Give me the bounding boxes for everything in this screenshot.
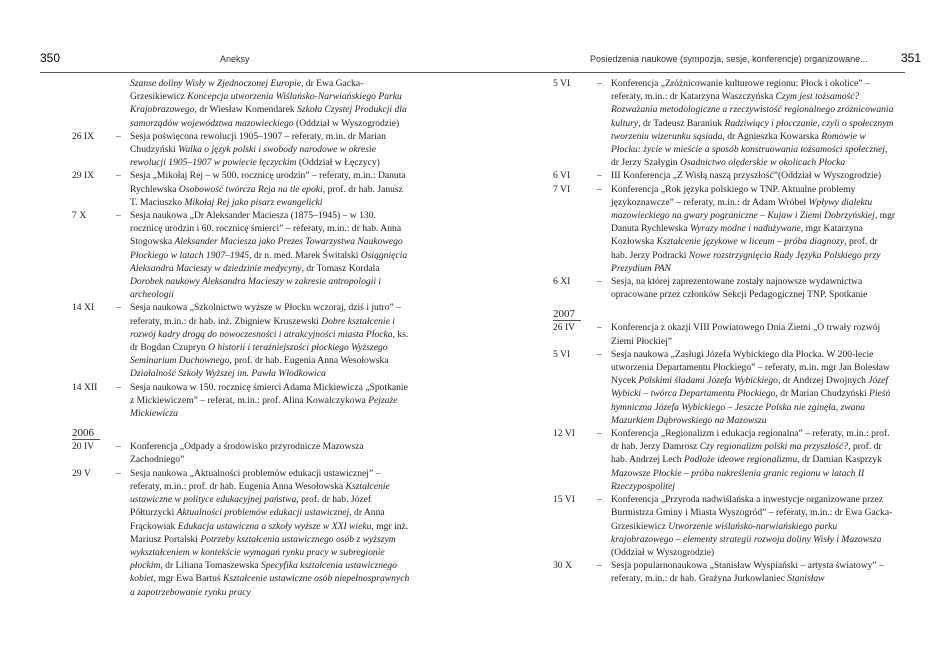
- event-entry: [72, 301, 410, 380]
- dash-separator: –: [116, 381, 121, 393]
- event-date: 5 VI: [553, 348, 571, 360]
- dash-separator: –: [116, 467, 121, 479]
- body-text: , prof. dr hab. Jerzy Podracki: [611, 236, 878, 261]
- event-entry: [72, 209, 410, 301]
- dash-separator: –: [116, 170, 121, 182]
- title-text: Podłoże ideowe regionalizmu: [684, 454, 798, 466]
- event-date: 29 IX: [72, 170, 95, 182]
- body-text: , mgr Danuta Rychlewska: [611, 210, 896, 235]
- year-heading: 2006: [72, 426, 410, 440]
- left-page-body: [72, 77, 410, 599]
- dash-separator: –: [116, 302, 121, 314]
- body-text: Sesja naukowa „Szkolnictwo wyższe w Płocku wczoraj, dziś i jutro” – referaty, m.in.: dr hab. inż. Zbigniew Kruszewski: [130, 302, 401, 327]
- title-text: Osiągnięcia Aleksandra Macieszy w dziedzinie medycyny: [130, 249, 408, 274]
- dash-separator: –: [116, 210, 121, 222]
- event-entry: [553, 559, 896, 585]
- body-text: Konferencja „Regionalizm i edukacja regionalna” – referaty, m.in.: prof. dr hab. Jerzy Damrosz: [611, 428, 890, 453]
- dash-separator: –: [597, 170, 602, 182]
- page-number: 350: [40, 51, 61, 65]
- body-text: Sesja poświęcona rewolucji 1905–1907 – referaty, m.in. dr Marian Chudzyński: [130, 130, 386, 156]
- body-text: , dr Tomasz Kordala: [301, 262, 380, 274]
- body-text: (Oddział w Wyszogrodzie): [293, 117, 400, 129]
- title-text: Wpływy dialektu mazowieckiego na gwary pograniczne – Kujaw i Ziemi Dobrzyńskiej: [611, 196, 875, 222]
- dash-separator: –: [597, 428, 602, 440]
- body-text: Konferencja „Przyroda nadwiślańska a inwestycje organizowane przez Burmistrza Gminy i Miasta Wyszogród” – referaty, m.in.: dr Ewa Gacka-Grzesikiewicz: [611, 494, 893, 532]
- right-page: [475, 0, 950, 672]
- body-text: , prof. dr hab. Andrzej Lech: [611, 441, 882, 466]
- body-text: , dr Andrzej Dwojnych: [777, 375, 869, 387]
- header-rule: [475, 72, 905, 73]
- event-entry: [553, 77, 896, 169]
- title-text: Polskimi śladami Józefa Wybickiego: [638, 375, 778, 387]
- body-text: , dr Tadeusz Baraniuk: [638, 117, 725, 129]
- title-text: Romowie w Płocku: życie w mieście a sposób konstruowania tożsamości społecznej: [611, 130, 885, 156]
- continuation-text: [72, 77, 410, 130]
- body-text: Sesja naukowa „Zasługi Józefa Wybickiego dla Płocka. W 200-lecie utworzenia Departamentu Płockiego” – referaty, m.in. mgr Jan Bolesław Nycek: [611, 348, 890, 387]
- event-date: 7 VI: [553, 183, 571, 195]
- title-text: Stanisław: [787, 573, 825, 585]
- event-entry: [72, 440, 410, 466]
- dash-separator: –: [597, 560, 602, 572]
- event-date: 29 V: [72, 467, 91, 479]
- event-date: 14 XII: [72, 381, 98, 393]
- entries-2005: [72, 130, 410, 420]
- title-text: Kształcenie ustawiczne osób niepełnosprawnych a zapotrzebowanie rynku pracy: [130, 573, 410, 598]
- body-text: , dr n. med. Marek Świtalski: [249, 249, 361, 261]
- body-text: Sesja naukowa „Aktualności problemów edukacji ustawicznej” – referaty, m.in.: prof. dr hab. Eugenia Anna Wesołowska: [130, 467, 381, 492]
- title-text: Osadnictwo olęderskie w okolicach Płocka: [680, 157, 846, 169]
- body-text: Konferencja „Zróżnicowanie kulturowe regionu: Płock i okolice” – referaty, m.in.: dr Katarzyna Waszczyńska: [611, 78, 870, 103]
- body-text: Sesja popularnonaukowa „Stanisław Wyspiański – artysta światowy” – referaty, m.in.: dr hab. Grażyna Jurkowlaniec: [611, 560, 884, 585]
- title-text: Szkoła Czystej Produkcji dla samorządów województwa mazowieckiego: [130, 104, 407, 129]
- body-text: , dr Agnieszka Kowarska: [722, 130, 822, 142]
- title-text: Utworzenie wiślańsko-narwiańskiego parku krajobrazowego – elementy strategii rozwoju doliny Wisły i Mazowsza: [611, 520, 882, 545]
- event-date: 6 VI: [553, 170, 571, 182]
- event-date: 26 IV: [553, 322, 576, 334]
- event-date: 30 X: [553, 560, 572, 572]
- event-entry: [553, 427, 896, 493]
- body-text: , prof. dr hab. Janusz T. Maciuszko: [130, 183, 403, 208]
- dash-separator: –: [597, 348, 602, 360]
- page-number: 351: [900, 51, 921, 65]
- title-text: Nowe rozstrzygnięcia Rady Języka Polskiego przy Prezydium PAN: [611, 249, 881, 274]
- body-text: , mgr Katarzyna Kozłowska: [611, 223, 863, 248]
- body-text: Sesja, na której zaprezentowane zostały najnowsze wydawnictwa opracowane przez członków Sekcji Pedagogicznej TNP. Spotkanie: [611, 276, 868, 301]
- dash-separator: –: [597, 183, 602, 195]
- body-text: Sesja naukowa w 150. rocznicę śmierci Adama Mickiewicza „Spotkanie z Mickiewiczem” – referat, m.in.: prof. Alina Kowalczykowa: [130, 381, 408, 406]
- header-rule: [40, 72, 475, 73]
- right-page-body: [553, 77, 896, 586]
- title-text: Osobowość twórcza Reja na tle epoki: [178, 183, 323, 195]
- event-entry: [553, 321, 896, 347]
- event-entry: [72, 130, 410, 170]
- event-entry: [553, 493, 896, 559]
- event-entry: [72, 381, 410, 421]
- event-date: 15 VI: [553, 494, 575, 506]
- entries-2007: [553, 321, 896, 585]
- title-text: Mazowsze Płockie – próba nakreślenia granic regionu w latach II Rzeczypospolitej: [611, 467, 865, 492]
- body-text: , dr Damian Kasprzyk: [797, 454, 882, 466]
- event-entry: [553, 183, 896, 275]
- body-text: , dr Anna Frąckowiak: [130, 507, 385, 532]
- body-text: Sesja „Mikołaj Rej – w 500. rocznicę urodzin” – referaty, m.in.: Danuta Rychlewska: [130, 170, 406, 195]
- dash-separator: –: [116, 130, 121, 142]
- event-entry: [553, 348, 896, 427]
- body-text: Konferencja „Rok języka polskiego w TNP. Aktualne problemy językoznawcze” – referaty, m.in.: dr Adam Wróbel: [611, 183, 856, 208]
- title-text: Czy regionalizm polski ma przyszłość?: [699, 441, 849, 453]
- body-text: , ks. dr Bogdan Czupryn: [130, 328, 409, 354]
- left-page-header: [40, 51, 475, 72]
- entries-2006-cont: [553, 77, 896, 301]
- dash-separator: –: [116, 441, 121, 453]
- title-text: Pejzaże Mickiewicza: [130, 394, 398, 420]
- title-text: Szanse doliny Wisły w Zjednoczonej Europie: [130, 78, 301, 89]
- event-entry: [553, 275, 896, 301]
- title-text: Koncepcja utworzenia Wiślańsko-Narwiańskiego Parku Krajobrazowego: [130, 91, 402, 116]
- body-text: , dr Marian Chudzyński: [775, 388, 870, 400]
- body-text: (Oddział w Wyszogrodzie): [611, 546, 715, 558]
- body-text: , prof. dr hab. Eugenia Anna Wesołowska: [229, 355, 389, 367]
- right-page-header: [590, 51, 921, 72]
- dash-separator: –: [597, 78, 602, 89]
- body-text: Konferencja z okazji VIII Powiatowego Dnia Ziemi „O trwały rozwój Ziemi Płockiej”: [611, 322, 881, 347]
- body-text: , dr Jerzy Szałygin: [611, 144, 888, 169]
- running-head: Posiedzenia naukowe (sympozja, sesje, konferencje) organizowane...: [590, 54, 868, 64]
- title-text: Mikołaj Rej jako pisarz ewangelicki: [184, 196, 323, 208]
- event-date: 14 XI: [72, 302, 95, 314]
- body-text: Sesja naukowa „Dr Aleksander Maciesza (1875–1945) – w 130. rocznicę urodzin i 60. rocznicę śmierci” – referaty, m.in.: dr hab. Anna Stogowska: [130, 210, 402, 248]
- event-date: 7 X: [72, 210, 87, 222]
- event-date: 20 IV: [72, 441, 95, 453]
- event-date: 26 IX: [72, 130, 95, 142]
- body-text: , prof. dr hab. Józef Półturzycki: [130, 494, 372, 519]
- title-text: Dorobek naukowy Aleksandra Macieszy w zakresie antropologii i archeologii: [130, 276, 382, 301]
- event-date: 6 XI: [553, 276, 571, 288]
- body-text: , dr Liliana Tomaszewska: [160, 560, 262, 572]
- body-text: (Oddział w Łęczycy): [296, 157, 380, 169]
- title-text: Aktualności problemów edukacji ustawicznej: [176, 507, 350, 519]
- title-text: O historii i teraźniejszości płockiego Wyższego Seminarium Duchownego: [130, 342, 388, 367]
- title-text: Czym jest tożsamość? Rozważania metodologiczne a rzeczywistość regionalnego zróżnicowania kultury: [611, 91, 894, 129]
- title-text: Pieśń hymniczna Józefa Wybickiego – Jeszcze Polska nie zginęła, zwana Mazurkiem Dąbrowskiego na Mazowszu: [611, 388, 891, 426]
- title-text: Dobre kształcenie i rozwój kadry drogą do nowoczesności i atrakcyjności miasta Płocka: [130, 315, 395, 340]
- title-text: Działalność Szkoły Wyższej im. Pawła Włodkowica: [130, 368, 326, 380]
- title-text: Walka o język polski i swobody narodowe w okresie rewolucji 1905–1907 w powiecie łęczyckim: [130, 144, 376, 169]
- body-text: , mgr Ewa Bartuś: [153, 573, 223, 585]
- title-text: Potrzeby kształcenia ustawicznego osób z wyższym wykształceniem w kontekście wymagań rynku pracy w subregionie płockim: [130, 533, 396, 572]
- year-heading: 2007: [553, 307, 896, 321]
- title-text: Wyrazy modne i nadużywane: [690, 223, 801, 235]
- event-date: 12 VI: [553, 428, 575, 440]
- event-entry: [72, 467, 410, 599]
- body-text: , mgr inż. Mariusz Portalski: [130, 520, 409, 545]
- dash-separator: –: [597, 494, 602, 506]
- title-text: Józef Wybicki – twórca Departamentu Płockiego: [611, 375, 889, 400]
- title-text: Kształcenie ustawiczne w polityce edukacyjnej państwa: [130, 480, 390, 506]
- title-text: Edukacja ustawiczna a szkoły wyższe w XXI wieku: [177, 520, 372, 532]
- event-entry: [553, 169, 896, 182]
- body-text: III Konferencja „Z Wisłą naszą przyszłość”(Oddział w Wyszogrodzie): [611, 170, 882, 182]
- dash-separator: –: [597, 322, 602, 334]
- event-entry: [72, 169, 410, 209]
- event-date: 5 VI: [553, 78, 571, 89]
- title-text: Kształcenie językowe w liceum – próba diagnozy: [656, 236, 845, 248]
- entries-2006: [72, 440, 410, 598]
- title-text: Specyfika kształcenia ustawicznego kobiet: [130, 560, 397, 585]
- body-text: Konferencja „Odpady a środowisko przyrodnicze Mazowsza Zachodniego”: [130, 441, 364, 466]
- body-text: , dr Wiesław Komendarek: [194, 104, 298, 116]
- running-head: Aneksy: [220, 54, 250, 64]
- title-text: Radziwiący i płocczanie, czyli o społecznym tworzeniu wizerunku sąsiada: [611, 117, 894, 142]
- title-text: Aleksander Maciesza jako Prezes Towarzystwa Naukowego Płockiego w latach 1907–1945: [130, 236, 403, 261]
- body-text: , dr Ewa Gacka-Grzesikiewicz: [130, 78, 364, 103]
- dash-separator: –: [597, 276, 602, 288]
